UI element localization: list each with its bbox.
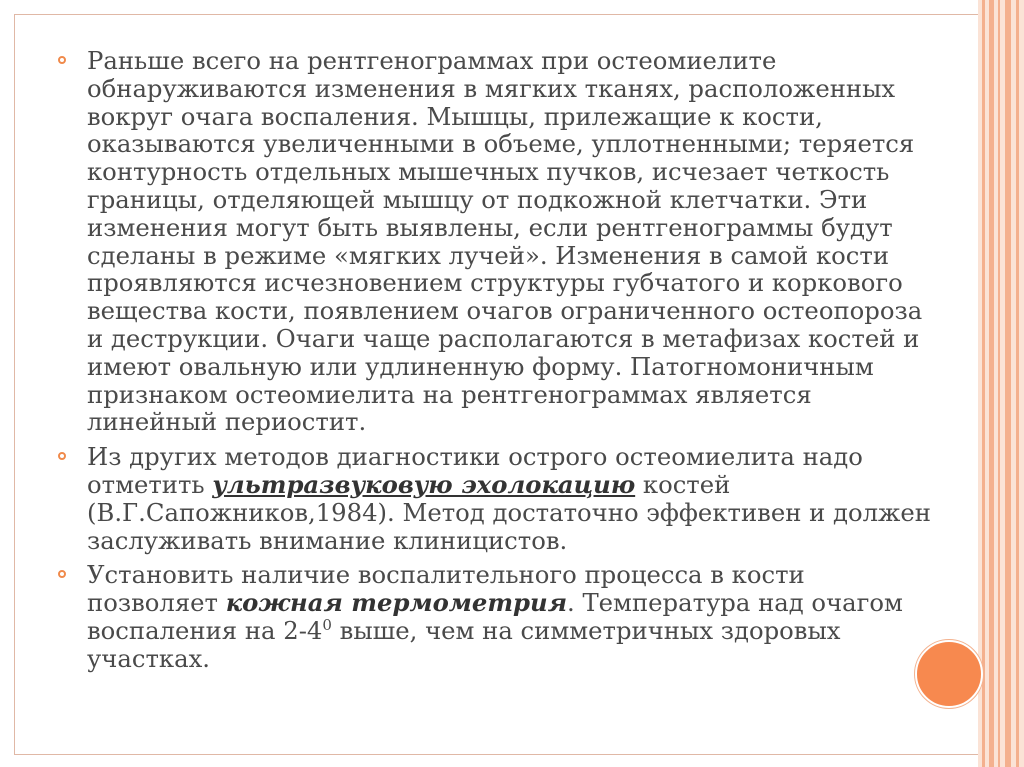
bullet-text-middle: . Температура над очагом воспаления на 2-4 <box>87 588 903 645</box>
slide-content <box>55 47 935 680</box>
stripe <box>982 0 985 767</box>
stripe <box>1005 0 1011 767</box>
list-item <box>55 561 935 672</box>
stripe <box>1016 0 1019 767</box>
bullet-icon <box>58 570 66 578</box>
bullet-text: Раньше всего на рентгенограммах при остеомиелите обнаруживаются изменения в мягких тканях, расположенных вокруг очага воспаления. Мышцы, прилежащие к кости, оказываются увеличенными в объеме, уплотненными; теряется контурность отдельных мышечных пучков, исчезает четкость границы, отделяющей мышцу от подкожной клетчатки. Эти изменения могут быть выявлены, если рентгенограммы будут сделаны в режиме «мягких лучей». Изменения в самой кости проявляются исчезновением структуры губчатого и коркового вещества кости, появлением очагов ограниченного остеопороза и деструкции. Очаги чаще располагаются в метафизах костей и имеют овальную или удлиненную форму. Патогномоничным признаком остеомиелита на рентгенограммах является линейный периостит. <box>87 46 923 437</box>
bullet-text-before: Установить наличие воспалительного процесса в кости позволяет <box>87 560 805 618</box>
bullet-icon <box>58 56 66 64</box>
emphasis-thermometry: кожная термометрия <box>225 588 568 618</box>
stripe <box>989 0 994 767</box>
decorative-stripes <box>978 0 1024 767</box>
bullet-text-before: Из других методов диагностики острого остеомиелита надо отметить <box>87 442 863 499</box>
stripe <box>998 0 1000 767</box>
bullet-icon <box>58 452 66 460</box>
degree-superscript: 0 <box>322 615 332 634</box>
bullet-text-after: костей (В.Г.Сапожников,1984). Метод достаточно эффективен и должен заслуживать внимание клиницистов. <box>87 469 931 555</box>
emphasis-ultrasound: ультразвуковую эхолокацию <box>212 469 636 499</box>
bullet-list <box>55 47 935 673</box>
bullet-text-after: выше, чем на симметричных здоровых участках. <box>87 615 841 673</box>
list-item <box>55 443 935 554</box>
list-item <box>55 47 935 436</box>
